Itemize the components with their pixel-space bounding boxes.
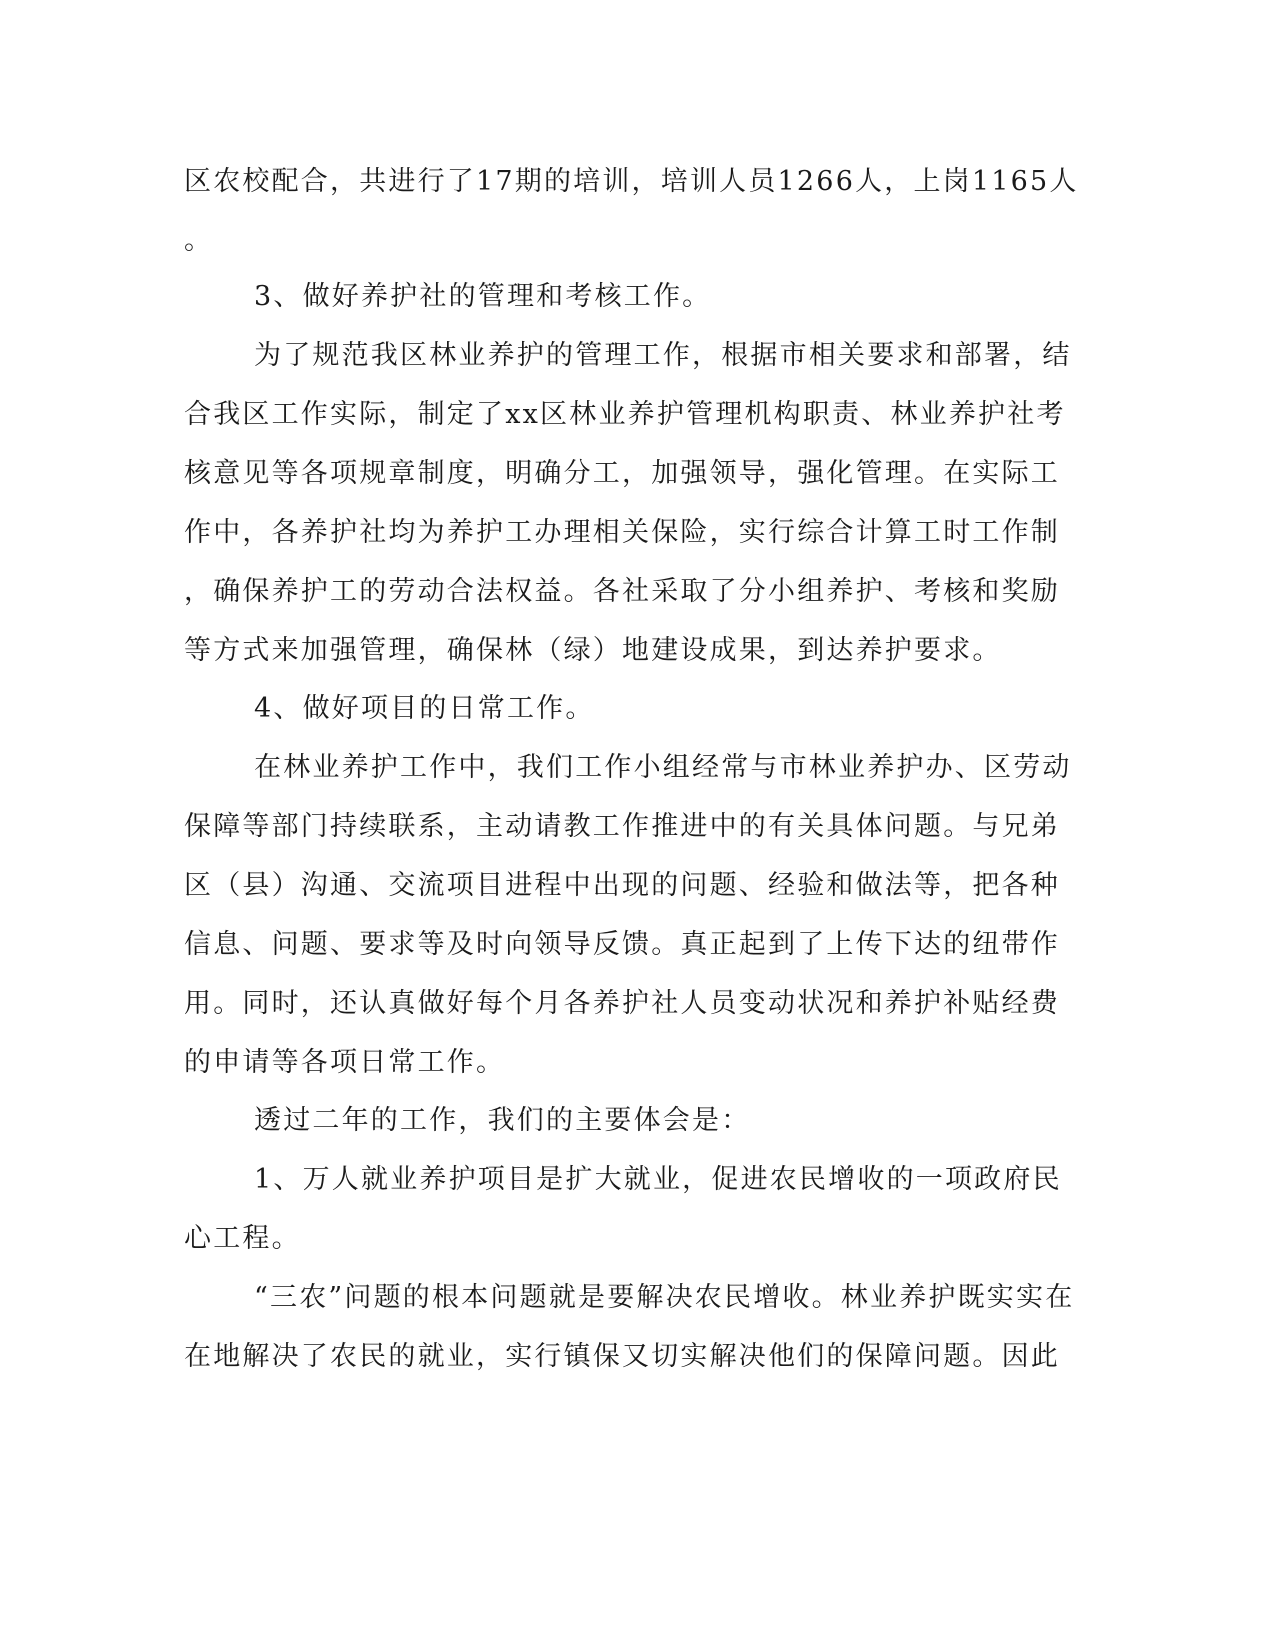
- text-line: 核意见等各项规章制度，明确分工，加强领导，强化管理。在实际工: [184, 458, 1060, 489]
- text-line: 区农校配合，共进行了17期的培训，培训人员1266人，上岗1165人: [184, 166, 1079, 197]
- text-line: 作中，各养护社均为养护工办理相关保险，实行综合计算工时工作制: [184, 517, 1060, 548]
- text-line: 心工程。: [184, 1223, 301, 1254]
- text-line: 为了规范我区林业养护的管理工作，根据市相关要求和部署，结: [254, 340, 1072, 371]
- text-line: 的申请等各项日常工作。: [184, 1047, 506, 1078]
- text-line: 等方式来加强管理，确保林（绿）地建设成果，到达养护要求。: [184, 635, 1002, 666]
- text-line: 合我区工作实际，制定了xx区林业养护管理机构职责、林业养护社考: [184, 399, 1066, 430]
- section-heading: 4、做好项目的日常工作。: [254, 693, 595, 724]
- text-line: 保障等部门持续联系，主动请教工作推进中的有关具体问题。与兄弟: [184, 811, 1060, 842]
- text-line: 在林业养护工作中，我们工作小组经常与市林业养护办、区劳动: [254, 752, 1072, 783]
- text-line: ，确保养护工的劳动合法权益。各社采取了分小组养护、考核和奖励: [184, 576, 1060, 607]
- text-line: 。: [184, 225, 214, 256]
- section-heading: 1、万人就业养护项目是扩大就业，促进农民增收的一项政府民: [254, 1164, 1062, 1195]
- text-line: 区（县）沟通、交流项目进程中出现的问题、经验和做法等，把各种: [184, 870, 1060, 901]
- text-line: 用。同时，还认真做好每个月各养护社人员变动状况和养护补贴经费: [184, 988, 1060, 1019]
- text-line: 信息、问题、要求等及时向领导反馈。真正起到了上传下达的纽带作: [184, 929, 1060, 960]
- section-heading: 3、做好养护社的管理和考核工作。: [254, 281, 712, 312]
- text-line: 在地解决了农民的就业，实行镇保又切实解决他们的保障问题。因此: [184, 1341, 1060, 1372]
- text-line: 透过二年的工作，我们的主要体会是：: [254, 1105, 751, 1136]
- text-line: “三农”问题的根本问题就是要解决农民增收。林业养护既实实在: [254, 1282, 1075, 1313]
